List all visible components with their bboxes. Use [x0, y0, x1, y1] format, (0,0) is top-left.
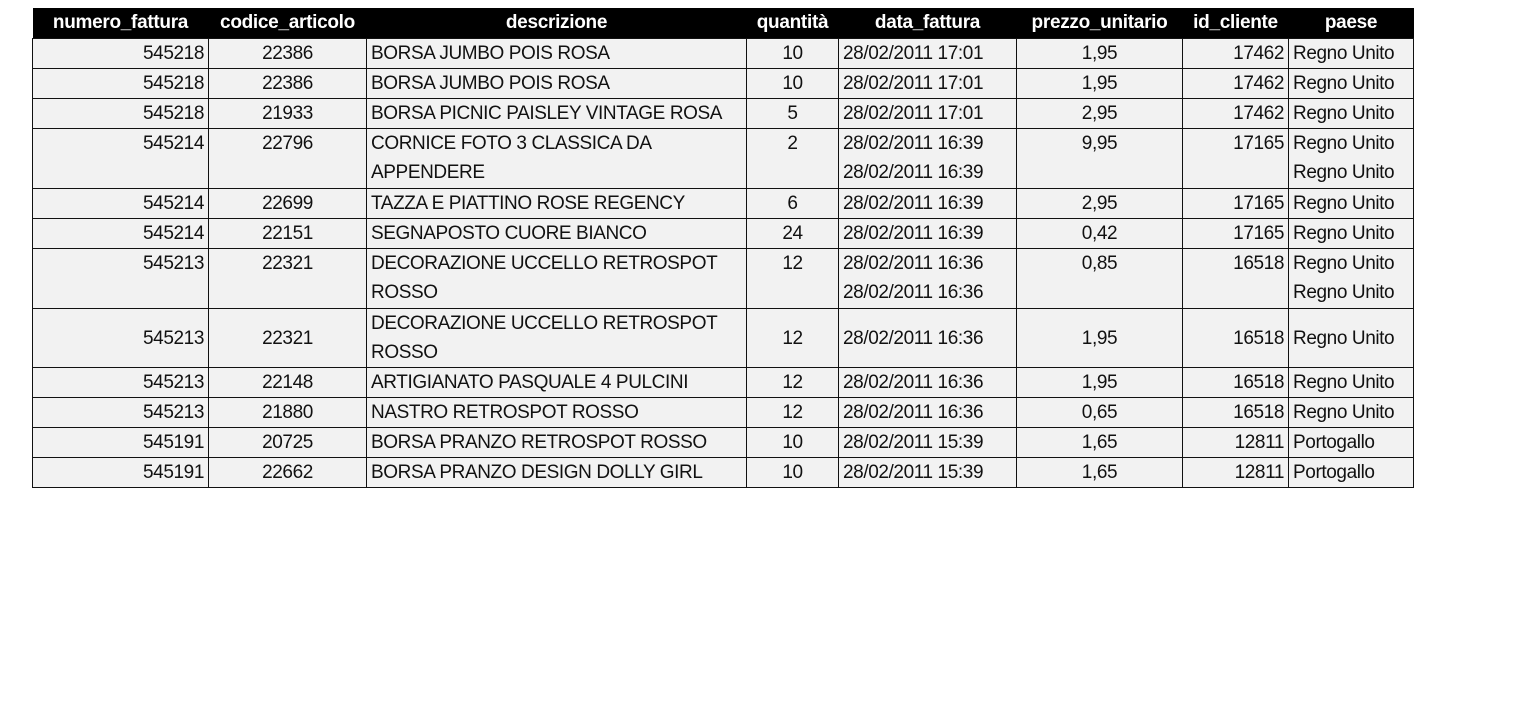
- column-header-description: descrizione: [367, 8, 747, 39]
- cell-invoice-date: 28/02/2011 15:39: [839, 458, 1017, 488]
- cell-unit-price: 1,65: [1017, 458, 1183, 488]
- cell-article-code: 21880: [209, 398, 367, 428]
- column-header-customer-id: id_cliente: [1183, 8, 1289, 39]
- cell-invoice-date: 28/02/2011 16:36: [839, 309, 1017, 368]
- cell-invoice-number: 545214: [33, 129, 209, 189]
- cell-invoice-date: 28/02/2011 16:39 28/02/2011 16:39: [839, 129, 1017, 189]
- invoice-table: [32, 8, 1414, 488]
- cell-description: ARTIGIANATO PASQUALE 4 PULCINI: [367, 368, 747, 398]
- cell-country: Regno Unito Regno Unito: [1289, 249, 1414, 309]
- table-row: [33, 189, 1414, 219]
- cell-country: Portogallo: [1289, 428, 1414, 458]
- cell-description: DECORAZIONE UCCELLO RETROSPOT ROSSO: [367, 309, 747, 368]
- cell-invoice-date: 28/02/2011 16:36: [839, 368, 1017, 398]
- table-row: [33, 428, 1414, 458]
- cell-description: BORSA JUMBO POIS ROSA: [367, 39, 747, 69]
- cell-invoice-number: 545218: [33, 39, 209, 69]
- table-row: [33, 129, 1414, 189]
- cell-customer-id: 17165: [1183, 219, 1289, 249]
- cell-article-code: 22699: [209, 189, 367, 219]
- column-header-country: paese: [1289, 8, 1414, 39]
- cell-invoice-date: 28/02/2011 16:36: [839, 398, 1017, 428]
- cell-description: BORSA PRANZO DESIGN DOLLY GIRL: [367, 458, 747, 488]
- cell-article-code: 21933: [209, 99, 367, 129]
- table-row: [33, 249, 1414, 309]
- cell-article-code: 20725: [209, 428, 367, 458]
- cell-unit-price: 2,95: [1017, 99, 1183, 129]
- cell-customer-id: 16518: [1183, 249, 1289, 309]
- cell-country: Regno Unito Regno Unito: [1289, 129, 1414, 189]
- cell-unit-price: 1,95: [1017, 69, 1183, 99]
- cell-customer-id: 16518: [1183, 368, 1289, 398]
- cell-invoice-date: 28/02/2011 15:39: [839, 428, 1017, 458]
- table-row: [33, 39, 1414, 69]
- column-header-article-code: codice_articolo: [209, 8, 367, 39]
- cell-unit-price: 9,95: [1017, 129, 1183, 189]
- cell-quantity: 2: [747, 129, 839, 189]
- cell-country: Regno Unito: [1289, 69, 1414, 99]
- cell-invoice-number: 545218: [33, 69, 209, 99]
- cell-article-code: 22148: [209, 368, 367, 398]
- cell-customer-id: 12811: [1183, 458, 1289, 488]
- cell-article-code: 22386: [209, 39, 367, 69]
- cell-description: TAZZA E PIATTINO ROSE REGENCY: [367, 189, 747, 219]
- cell-description: DECORAZIONE UCCELLO RETROSPOT ROSSO: [367, 249, 747, 309]
- cell-quantity: 10: [747, 69, 839, 99]
- cell-quantity: 12: [747, 309, 839, 368]
- cell-article-code: 22662: [209, 458, 367, 488]
- column-header-unit-price: prezzo_unitario: [1017, 8, 1183, 39]
- table-row: [33, 219, 1414, 249]
- cell-unit-price: 0,85: [1017, 249, 1183, 309]
- cell-description: CORNICE FOTO 3 CLASSICA DA APPENDERE: [367, 129, 747, 189]
- cell-description: SEGNAPOSTO CUORE BIANCO: [367, 219, 747, 249]
- cell-customer-id: 17462: [1183, 99, 1289, 129]
- column-header-invoice-number: numero_fattura: [33, 8, 209, 39]
- cell-country: Portogallo: [1289, 458, 1414, 488]
- cell-quantity: 10: [747, 39, 839, 69]
- cell-unit-price: 1,65: [1017, 428, 1183, 458]
- cell-unit-price: 2,95: [1017, 189, 1183, 219]
- cell-unit-price: 0,42: [1017, 219, 1183, 249]
- table-row: [33, 458, 1414, 488]
- table-row: [33, 309, 1414, 368]
- cell-country: Regno Unito: [1289, 368, 1414, 398]
- cell-description: NASTRO RETROSPOT ROSSO: [367, 398, 747, 428]
- table-row: [33, 368, 1414, 398]
- cell-quantity: 24: [747, 219, 839, 249]
- cell-invoice-number: 545213: [33, 249, 209, 309]
- cell-unit-price: 1,95: [1017, 39, 1183, 69]
- cell-customer-id: 17165: [1183, 129, 1289, 189]
- table-row: [33, 99, 1414, 129]
- cell-article-code: 22386: [209, 69, 367, 99]
- cell-invoice-number: 545218: [33, 99, 209, 129]
- cell-description: BORSA PICNIC PAISLEY VINTAGE ROSA: [367, 99, 747, 129]
- cell-country: Regno Unito: [1289, 309, 1414, 368]
- cell-invoice-number: 545213: [33, 309, 209, 368]
- cell-invoice-number: 545213: [33, 368, 209, 398]
- cell-description: BORSA PRANZO RETROSPOT ROSSO: [367, 428, 747, 458]
- cell-country: Regno Unito: [1289, 219, 1414, 249]
- cell-quantity: 12: [747, 368, 839, 398]
- cell-customer-id: 17462: [1183, 39, 1289, 69]
- header-row: [33, 8, 1414, 39]
- table-row: [33, 398, 1414, 428]
- cell-quantity: 6: [747, 189, 839, 219]
- cell-country: Regno Unito: [1289, 398, 1414, 428]
- cell-invoice-date: 28/02/2011 16:36 28/02/2011 16:36: [839, 249, 1017, 309]
- cell-invoice-number: 545191: [33, 428, 209, 458]
- cell-invoice-number: 545191: [33, 458, 209, 488]
- cell-quantity: 5: [747, 99, 839, 129]
- cell-quantity: 10: [747, 428, 839, 458]
- cell-customer-id: 17462: [1183, 69, 1289, 99]
- cell-customer-id: 12811: [1183, 428, 1289, 458]
- cell-country: Regno Unito: [1289, 39, 1414, 69]
- cell-invoice-date: 28/02/2011 16:39: [839, 219, 1017, 249]
- cell-country: Regno Unito: [1289, 189, 1414, 219]
- cell-customer-id: 17165: [1183, 189, 1289, 219]
- cell-unit-price: 0,65: [1017, 398, 1183, 428]
- cell-invoice-date: 28/02/2011 16:39: [839, 189, 1017, 219]
- cell-invoice-date: 28/02/2011 17:01: [839, 69, 1017, 99]
- column-header-invoice-date: data_fattura: [839, 8, 1017, 39]
- cell-article-code: 22796: [209, 129, 367, 189]
- cell-country: Regno Unito: [1289, 99, 1414, 129]
- cell-invoice-date: 28/02/2011 17:01: [839, 99, 1017, 129]
- cell-quantity: 12: [747, 249, 839, 309]
- cell-customer-id: 16518: [1183, 309, 1289, 368]
- column-header-quantity: quantità: [747, 8, 839, 39]
- cell-invoice-date: 28/02/2011 17:01: [839, 39, 1017, 69]
- cell-quantity: 12: [747, 398, 839, 428]
- cell-invoice-number: 545214: [33, 219, 209, 249]
- table-body: [33, 39, 1414, 488]
- cell-invoice-number: 545214: [33, 189, 209, 219]
- cell-article-code: 22321: [209, 309, 367, 368]
- cell-unit-price: 1,95: [1017, 309, 1183, 368]
- cell-invoice-number: 545213: [33, 398, 209, 428]
- table-row: [33, 69, 1414, 99]
- cell-description: BORSA JUMBO POIS ROSA: [367, 69, 747, 99]
- cell-article-code: 22321: [209, 249, 367, 309]
- cell-unit-price: 1,95: [1017, 368, 1183, 398]
- cell-quantity: 10: [747, 458, 839, 488]
- cell-customer-id: 16518: [1183, 398, 1289, 428]
- cell-article-code: 22151: [209, 219, 367, 249]
